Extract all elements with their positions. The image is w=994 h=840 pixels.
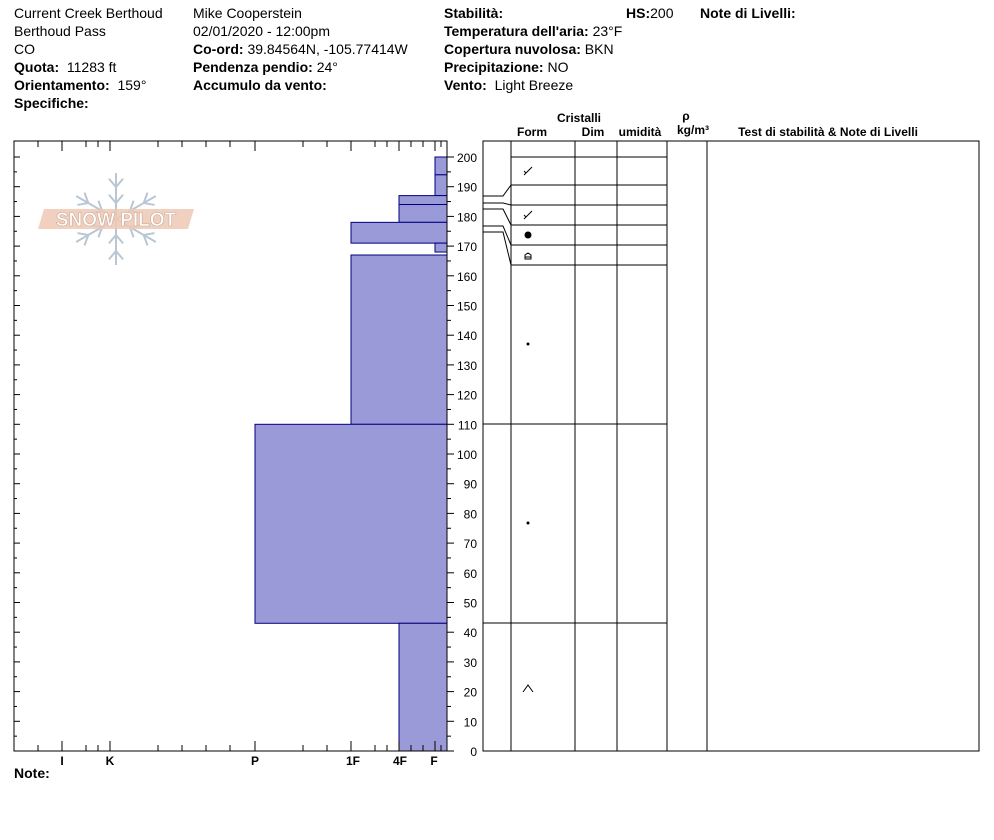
snowflake-branch	[109, 235, 116, 243]
wind-loading-label: Accumulo da vento:	[193, 77, 327, 93]
hardness-bar	[351, 222, 447, 243]
hardness-bar	[399, 205, 447, 223]
snowflake-branch	[109, 179, 116, 187]
y-tick-label: 160	[456, 269, 477, 284]
hardness-bar	[255, 424, 447, 623]
hardness-bar	[435, 243, 447, 252]
layer-connector	[483, 209, 511, 225]
hardness-bars	[255, 157, 447, 751]
density-symbol-header: ρ	[682, 109, 690, 123]
cloud-value: BKN	[584, 41, 614, 57]
density-unit-header: kg/m³	[676, 123, 710, 137]
snowflake-branch	[116, 195, 123, 203]
layer-grid	[483, 141, 979, 751]
snowflake-branch	[77, 203, 88, 205]
hardness-tick-label: I	[60, 754, 64, 768]
hardness-tick-label: 1F	[345, 754, 361, 768]
cloud-label: Copertura nuvolosa:	[444, 41, 581, 57]
elevation-value: 11283 ft	[66, 59, 117, 75]
crystals-header: Cristalli	[556, 111, 602, 125]
slope-value: 24°	[316, 59, 338, 75]
y-tick-label: 110	[457, 418, 477, 433]
hardness-bar	[399, 196, 447, 205]
air-temp-value: 23°F	[592, 23, 623, 39]
hardness-bar	[399, 623, 447, 751]
y-tick-label: 10	[463, 715, 477, 730]
y-tick-label: 40	[463, 626, 477, 641]
snowflake-branch	[116, 179, 123, 187]
small-rounded-symbol	[527, 343, 530, 346]
snowpilot-logo	[38, 173, 194, 265]
location-name: Current Creek Berthoud	[14, 5, 163, 21]
aspect-value: 159°	[117, 77, 147, 93]
table-headers	[517, 109, 918, 139]
faceted-symbol	[525, 253, 531, 259]
y-tick-label: 180	[456, 210, 477, 225]
notes-label: Note:	[14, 765, 50, 781]
hardness-bar	[351, 255, 447, 424]
observation-datetime: 02/01/2020 - 12:00pm	[193, 23, 330, 39]
y-tick-label: 80	[463, 507, 477, 522]
layer-connector	[483, 232, 511, 265]
aspect-label: Orientamento:	[14, 77, 110, 93]
coord-value: 39.84564N, -105.77414W	[247, 41, 408, 57]
moisture-header: umidità	[618, 125, 662, 139]
y-tick-label: 170	[456, 240, 477, 255]
form-header: Form	[517, 125, 547, 139]
y-tick-label: 60	[463, 566, 477, 581]
y-tick-label: 20	[463, 685, 477, 700]
specifics-label: Specifiche:	[14, 95, 89, 111]
elevation-label: Quota:	[14, 59, 60, 75]
snowflake-branch	[109, 251, 116, 259]
snowflake-branch	[144, 233, 155, 235]
area-name: Berthoud Pass	[14, 23, 106, 39]
hardness-bar	[435, 175, 447, 196]
stability-label: Stabilità:	[444, 5, 504, 21]
y-tick-label: 70	[463, 537, 477, 552]
layer-connector	[483, 185, 511, 196]
y-tick-label: 90	[463, 477, 477, 492]
layer-notes-label: Note di Livelli:	[700, 5, 796, 21]
y-tick-label: 120	[456, 388, 477, 403]
hardness-tick-label: F	[430, 754, 438, 768]
layer-table-border	[483, 141, 979, 751]
hardness-tick-label: K	[105, 754, 115, 768]
snowflake-branch	[116, 235, 123, 243]
logo-text: SNOW PILOT	[55, 210, 177, 231]
precip-value: NO	[547, 59, 569, 75]
hardness-tick-label: P	[250, 754, 260, 768]
snowflake-branch	[144, 203, 155, 205]
precipitation-symbol	[524, 211, 532, 219]
hardness-bar	[435, 157, 447, 175]
observer-name: Mike Cooperstein	[193, 5, 302, 21]
y-tick-label: 0	[470, 745, 477, 759]
size-header: Dim	[581, 125, 605, 139]
snowflake-branch	[109, 195, 116, 203]
hardness-tick-label: 4F	[392, 754, 408, 768]
y-tick-label: 140	[456, 329, 477, 344]
y-tick-label: 100	[456, 448, 477, 462]
state-name: CO	[14, 41, 35, 57]
y-tick-label: 150	[456, 299, 477, 314]
y-tick-label: 190	[456, 180, 477, 195]
small-rounded-symbol	[527, 522, 530, 525]
rounded-grain-symbol	[525, 232, 532, 239]
y-tick-label: 30	[463, 655, 477, 670]
air-temp-label: Temperatura dell'aria:	[444, 23, 589, 39]
wind-label: Vento:	[444, 77, 487, 93]
y-tick-label: 200	[456, 151, 477, 165]
y-tick-label: 50	[463, 596, 477, 611]
y-tick-label: 130	[456, 358, 477, 373]
slope-label: Pendenza pendio:	[193, 59, 313, 75]
stability-notes-header: Test di stabilità & Note di Livelli	[738, 125, 918, 139]
precip-label: Precipitazione:	[444, 59, 544, 75]
coord-label: Co-ord:	[193, 41, 244, 57]
layer-connector	[483, 203, 511, 205]
hs-value: 200	[650, 5, 674, 21]
precipitation-symbol	[524, 167, 532, 175]
snowflake-branch	[77, 233, 88, 235]
depth-hoar-symbol	[523, 685, 533, 692]
wind-value: Light Breeze	[494, 77, 574, 93]
hs-label: HS:	[626, 5, 651, 21]
snowflake-branch	[116, 251, 123, 259]
layer-connector	[483, 226, 511, 245]
